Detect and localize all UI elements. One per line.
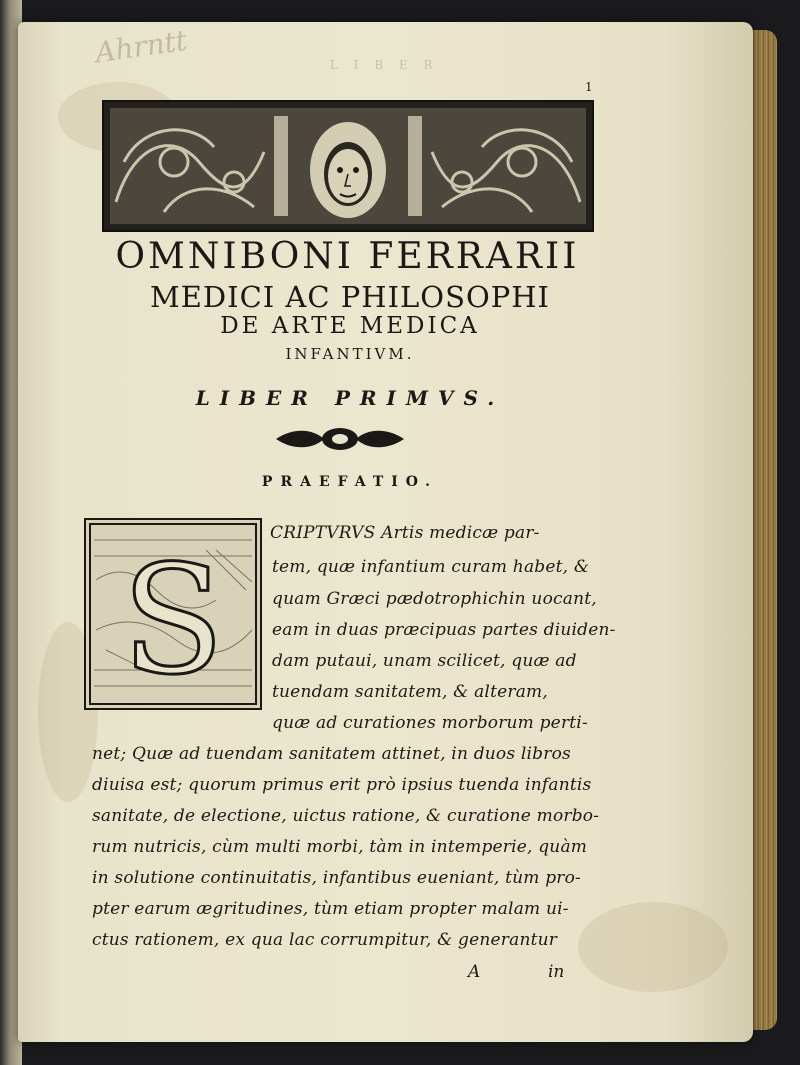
body-line: eam in duas præcipuas partes diuiden-: [272, 620, 616, 640]
body-line: dam putaui, unam scilicet, quæ ad: [272, 651, 577, 671]
woodcut-headpiece: [102, 100, 594, 232]
body-line: sanitate, de electione, uictus ratione, & curatione morbo-: [92, 806, 600, 826]
body-line: ctus rationem, ex qua lac corrumpitur, & generantur: [92, 930, 558, 950]
bleed-through-text: L I B E R: [330, 58, 439, 72]
work-subtitle: INFANTIVM.: [285, 345, 415, 363]
section-heading: PRAEFATIO.: [261, 474, 439, 490]
corner-mark: 1: [585, 80, 593, 94]
catchword: in: [548, 962, 565, 982]
decorated-initial-s: [84, 518, 262, 710]
signature-mark: A: [468, 962, 481, 982]
fleuron-ornament: [272, 426, 408, 452]
body-line: tem, quæ infantium curam habet, &: [272, 557, 590, 577]
author-subtitle: MEDICI AC PHILOSOPHI: [150, 280, 550, 314]
book-heading: LIBER PRIMVS.: [195, 386, 505, 410]
paper-stain: [578, 902, 728, 992]
author-title: OMNIBONI FERRARII: [115, 236, 580, 277]
body-line: tuendam sanitatem, & alteram,: [272, 682, 548, 702]
body-line: pter earum ægritudines, tùm etiam propter malam ui-: [92, 899, 569, 919]
body-line: CRIPTVRVS Artis medicæ par-: [270, 523, 540, 543]
work-title: DE ARTE MEDICA: [220, 313, 480, 339]
pencil-marginalia: Ahrntt: [93, 23, 190, 70]
body-line: quæ ad curationes morborum perti-: [272, 713, 588, 733]
body-line: diuisa est; quorum primus erit prò ipsius tuenda infantis: [92, 775, 592, 795]
body-line: net; Quæ ad tuendam sanitatem attinet, in duos libros: [92, 744, 571, 764]
body-line: rum nutricis, cùm multi morbi, tàm in intemperie, quàm: [92, 837, 588, 857]
body-line: in solutione continuitatis, infantibus eueniant, tùm pro-: [92, 868, 581, 888]
svg-text:S: S: [121, 534, 225, 708]
body-line: quam Græci pædotrophichin uocant,: [272, 589, 597, 609]
